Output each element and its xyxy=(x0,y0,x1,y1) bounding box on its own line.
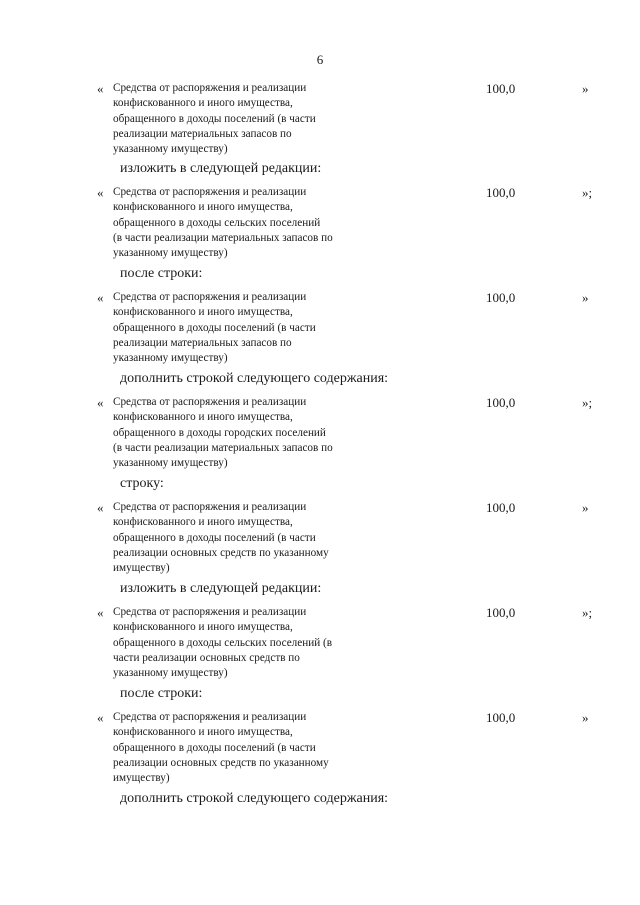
page-number: 6 xyxy=(316,52,324,67)
closing-quote: » xyxy=(582,710,589,725)
entry-amount: 100,0 xyxy=(486,290,516,305)
budget-line-entry xyxy=(0,290,640,380)
budget-line-entry xyxy=(0,185,640,275)
instruction-text: дополнить строкой следующего содержания: xyxy=(120,791,389,806)
entry-text: Средства от распоряжения и реализации конфискованного и иного имущества, обращенного в доходы поселений (в части реализации материальных запасов по указанному имуществу) xyxy=(113,82,316,156)
closing-quote: » xyxy=(582,500,589,515)
instruction-text: после строки: xyxy=(120,266,203,281)
instruction-text: строку: xyxy=(120,476,164,491)
instruction-text: после строки: xyxy=(120,686,203,701)
budget-line-entry xyxy=(0,605,640,695)
instruction-text: изложить в следующей редакции: xyxy=(120,581,322,596)
entry-text: Средства от распоряжения и реализации конфискованного и иного имущества, обращенного в доходы сельских поселений (в части реализации материальных запасов по указанному имуществу) xyxy=(113,186,333,260)
opening-quote: « xyxy=(97,81,104,96)
closing-quote: »; xyxy=(582,395,593,410)
entry-amount: 100,0 xyxy=(486,395,516,410)
entry-text: Средства от распоряжения и реализации конфискованного и иного имущества, обращенного в доходы поселений (в части реализации основных средств по указанному имуществу) xyxy=(113,501,329,575)
budget-line-entry xyxy=(0,81,640,171)
entry-amount: 100,0 xyxy=(486,710,516,725)
budget-line-entry xyxy=(0,395,640,485)
instruction-text: изложить в следующей редакции: xyxy=(120,161,322,176)
entry-text: Средства от распоряжения и реализации конфискованного и иного имущества, обращенного в доходы поселений (в части реализации основных средств по указанному имуществу) xyxy=(113,711,329,785)
entry-text: Средства от распоряжения и реализации конфискованного и иного имущества, обращенного в доходы сельских поселений (в части реализации основных средств по указанному имуществу) xyxy=(113,606,332,680)
opening-quote: « xyxy=(97,185,104,200)
entry-amount: 100,0 xyxy=(486,81,516,96)
entry-text: Средства от распоряжения и реализации конфискованного и иного имущества, обращенного в доходы поселений (в части реализации материальных запасов по указанному имуществу) xyxy=(113,291,316,365)
closing-quote: » xyxy=(582,81,589,96)
opening-quote: « xyxy=(97,710,104,725)
closing-quote: » xyxy=(582,290,589,305)
entry-amount: 100,0 xyxy=(486,605,516,620)
opening-quote: « xyxy=(97,395,104,410)
closing-quote: »; xyxy=(582,605,593,620)
entry-amount: 100,0 xyxy=(486,500,516,515)
closing-quote: »; xyxy=(582,185,593,200)
opening-quote: « xyxy=(97,290,104,305)
instruction-text: дополнить строкой следующего содержания: xyxy=(120,371,389,386)
budget-line-entry xyxy=(0,710,640,800)
entry-amount: 100,0 xyxy=(486,185,516,200)
opening-quote: « xyxy=(97,605,104,620)
opening-quote: « xyxy=(97,500,104,515)
budget-line-entry xyxy=(0,500,640,590)
entry-text: Средства от распоряжения и реализации конфискованного и иного имущества, обращенного в доходы городских поселений (в части реализации материальных запасов по указанному имуществу) xyxy=(113,396,333,470)
